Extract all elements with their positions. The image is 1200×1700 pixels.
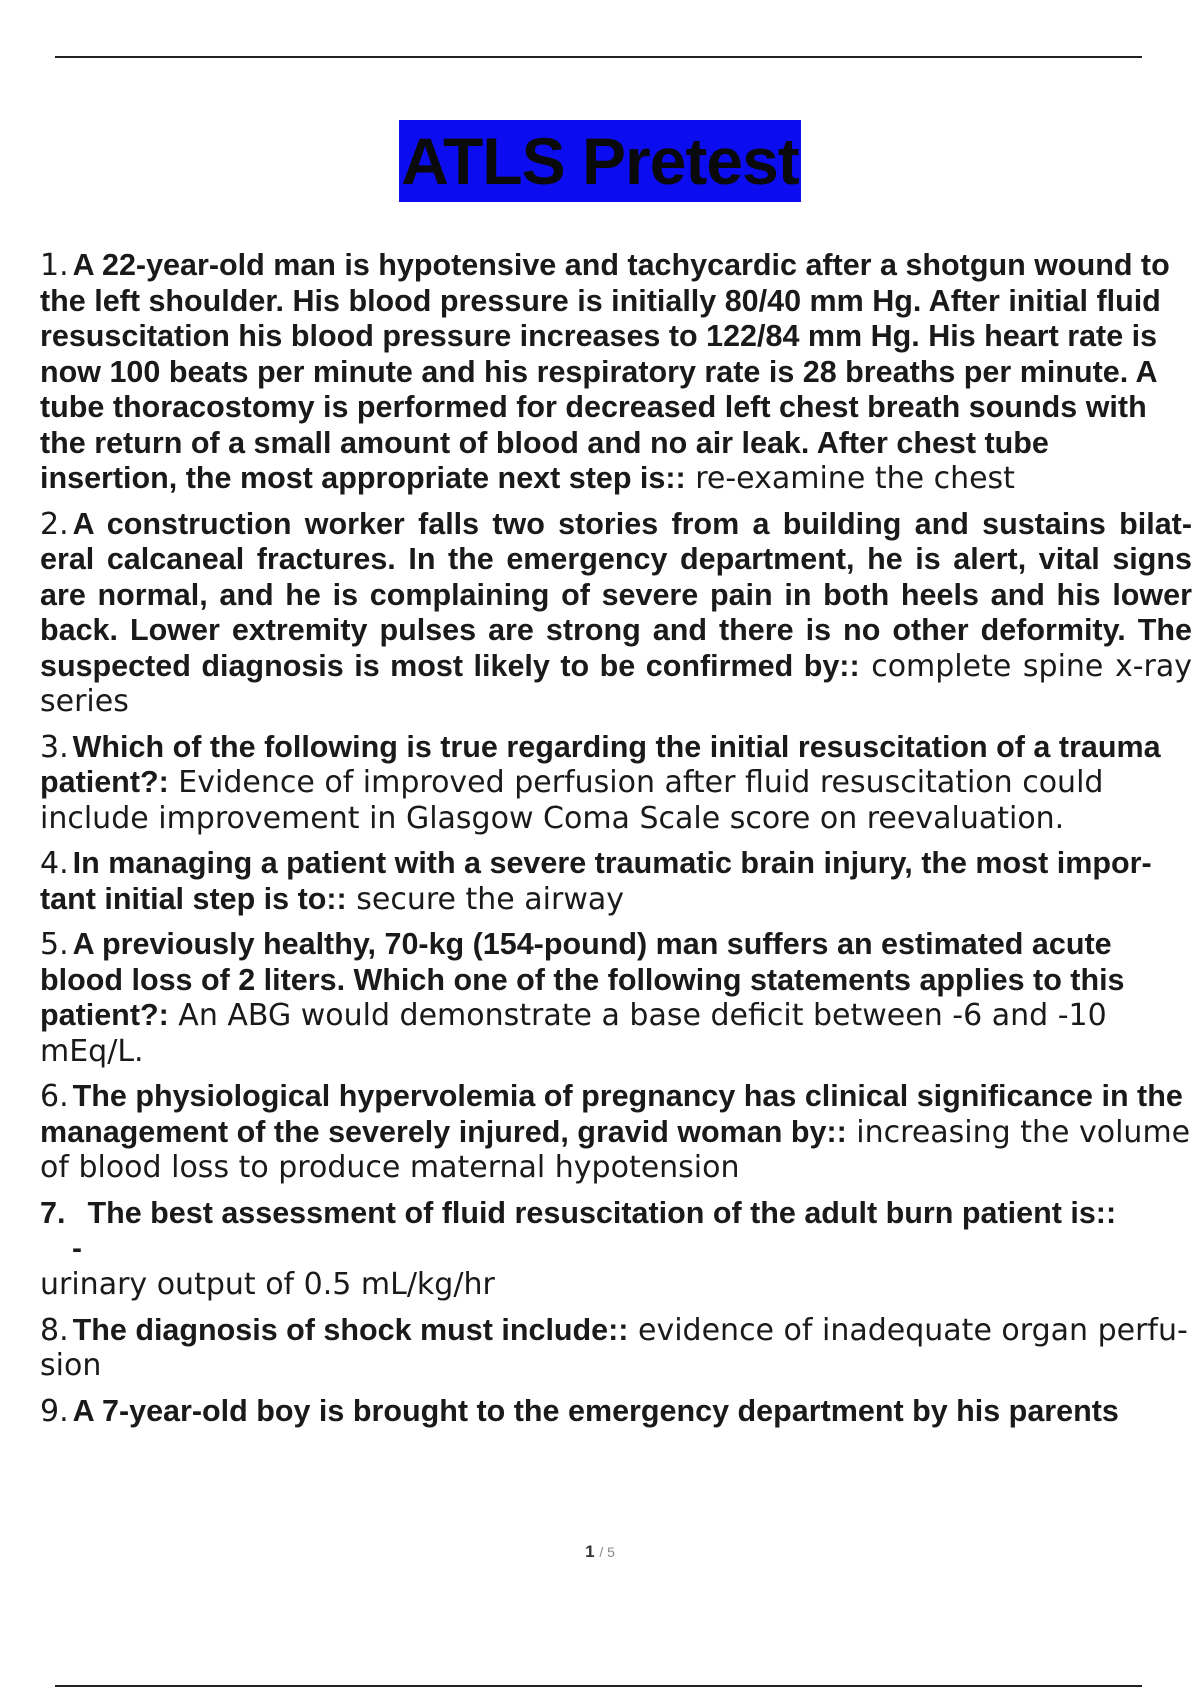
answer-text: complete spine x-ray series [40,648,1192,719]
question-item-4 [40,846,1192,917]
question-text: The physiological hypervolemia of pregnancy has clinical significance in the management of the severely injured, gravid woman by:: [40,1079,1183,1149]
question-text: Which of the following is true regarding the initial resuscitation of a trauma patient?: [40,729,1161,799]
bottom-divider [55,1685,1142,1687]
answer-text: secure the airway [346,881,624,917]
answer-text: Evidence of improved perfusion after fluid resuscitation could include improvement in Glasgow Coma Scale score on reevaluation. [40,765,1104,836]
answer-text: An ABG would demonstrate a base deficit between -6 and -10 mEq/L. [40,998,1107,1069]
title-container [0,120,1200,202]
page-indicator [0,1542,1200,1562]
question-number: 4. [40,846,69,881]
top-divider [55,56,1142,58]
answer-dash: - [72,1232,82,1265]
page-total: / 5 [599,1544,615,1560]
question-text: The diagnosis of shock must include:: [72,1312,629,1347]
question-item-2 [40,507,1192,720]
question-number: 7. [40,1195,66,1230]
question-item-6 [40,1079,1192,1186]
question-text: The best assessment of fluid resuscitation of the adult burn patient is:: [87,1195,1117,1230]
question-list [40,248,1192,1439]
answer-text: evidence of inadequate organ perfu- sion [40,1312,1188,1383]
question-text: A 22-year-old man is hypotensive and tachycardic after a shotgun wound to the left shoulder. His blood pressure is initially 80/40 mm Hg. After initial fluid resuscitation his blood pressure increases to 122/84 mm Hg. His heart rate is now 100 beats per minute and his respiratory rate is 28 breaths per minute. A tube thoracostomy is performed for decreased left chest breath sounds with the return of a small amount of blood and no air leak. After chest tube insertion, the most appropriate next step is:: [40,248,1170,495]
question-item-1 [40,248,1192,497]
document-title: ATLS Pretest [399,120,801,202]
question-number: 5. [40,927,69,962]
question-text: A 7-year-old boy is brought to the emergency department by his parents [72,1393,1119,1428]
question-number: 8. [40,1312,69,1348]
question-item-8 [40,1313,1192,1384]
page-current: 1 [585,1542,595,1561]
question-item-5 [40,927,1192,1069]
question-text: In managing a patient with a severe traumatic brain injury, the most impor- tant initial step is to:: [40,846,1152,916]
question-number: 9. [40,1393,69,1429]
question-text: A previously healthy, 70-kg (154-pound) man suffers an estimated acute blood loss of 2 liters. Which one of the following statements applies to this patient?: [40,927,1125,1032]
question-text: A construction worker falls two stories from a building and sustains bilat- eral calcaneal fractures. In the emergency department, he is alert, vital signs are normal, and he is complaining of severe pain in both heels and his lower back. Lower extremity pulses are strong and there is no other deformity. The suspected diagnosis is most likely to be confirmed by:: [40,506,1192,683]
question-number: 2. [40,506,69,542]
question-item-7 [40,1196,1192,1303]
question-item-3 [40,730,1192,837]
answer-text: urinary output of 0.5 mL/kg/hr [40,1267,495,1302]
question-item-9 [40,1394,1192,1430]
question-number: 1. [40,248,69,283]
answer-text: re-examine the chest [685,461,1015,496]
question-number: 6. [40,1079,69,1114]
answer-text: increasing the volume of blood loss to produce maternal hypotension [40,1114,1191,1185]
question-number: 3. [40,729,69,765]
